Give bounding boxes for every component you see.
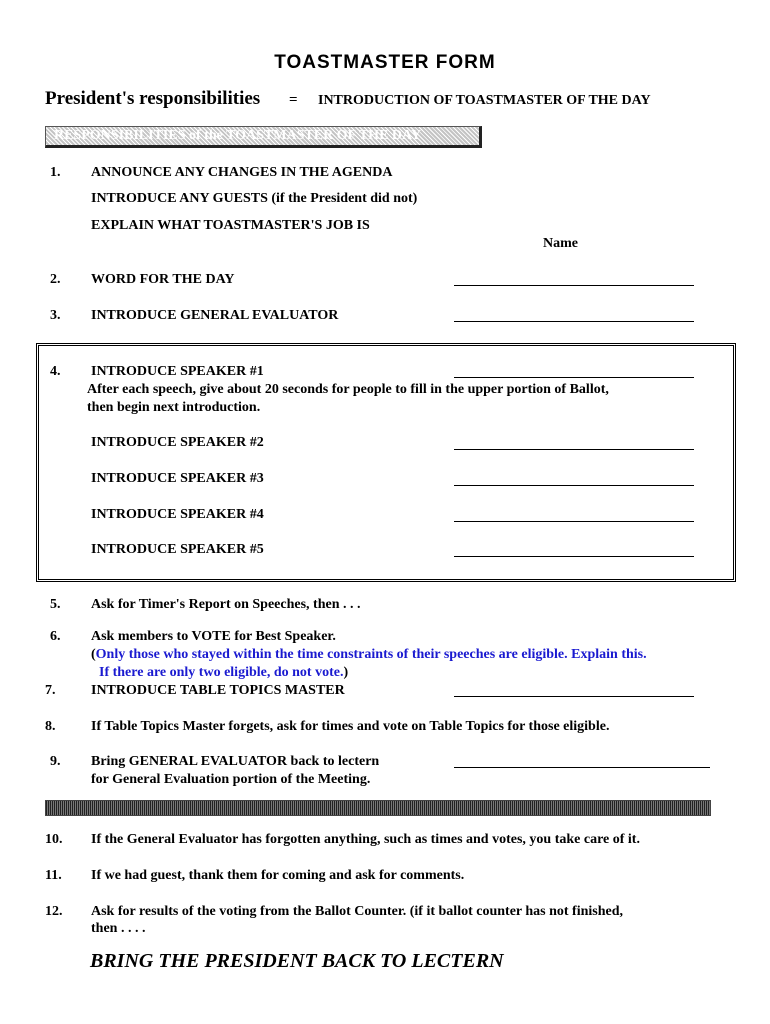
- speaker-note: then begin next introduction.: [87, 400, 261, 415]
- item-number: 4.: [50, 364, 61, 379]
- item-number: 12.: [45, 904, 63, 919]
- name-field-line[interactable]: [454, 767, 710, 768]
- name-field-line[interactable]: [454, 377, 694, 378]
- name-field-line[interactable]: [454, 285, 694, 286]
- item-text: Ask for results of the voting from the Ballot Counter. (if it ballot counter has not finished,: [91, 904, 624, 919]
- eligibility-note: [91, 647, 647, 663]
- item-text: Ask members to VOTE for Best Speaker.: [91, 629, 336, 644]
- item-text: INTRODUCE SPEAKER #3: [91, 471, 264, 486]
- eligibility-note-text: If there are only two eligible, do not vote.: [99, 665, 344, 680]
- name-column-header: Name: [543, 236, 578, 251]
- responsibilities-banner: RESPONSIBILITIES of the TOASTMASTER OF THE DAY: [45, 126, 482, 148]
- item-text: If we had guest, thank them for coming and ask for comments.: [91, 868, 465, 883]
- item-text: EXPLAIN WHAT TOASTMASTER'S JOB IS: [91, 218, 370, 233]
- name-field-line[interactable]: [454, 485, 694, 486]
- item-text: WORD FOR THE DAY: [91, 272, 235, 287]
- name-field-line[interactable]: [454, 449, 694, 450]
- item-text: Bring GENERAL EVALUATOR back to lectern: [91, 754, 380, 769]
- item-text: for General Evaluation portion of the Meeting.: [91, 772, 371, 787]
- item-number: 3.: [50, 308, 61, 323]
- paren-open: (: [91, 647, 96, 662]
- equals-sign: =: [289, 92, 298, 108]
- item-text: ANNOUNCE ANY CHANGES IN THE AGENDA: [91, 165, 393, 180]
- president-label: President's responsibilities: [45, 88, 261, 109]
- section-divider-bar: [45, 800, 711, 816]
- president-action: INTRODUCTION OF TOASTMASTER OF THE DAY: [318, 93, 651, 108]
- item-text: INTRODUCE GENERAL EVALUATOR: [91, 308, 339, 323]
- item-text: INTRODUCE SPEAKER #2: [91, 435, 264, 450]
- item-text: INTRODUCE SPEAKER #1: [91, 364, 264, 379]
- item-text: INTRODUCE ANY GUESTS (if the President did not): [91, 191, 418, 206]
- name-field-line[interactable]: [454, 521, 694, 522]
- item-number: 5.: [50, 597, 61, 612]
- item-text: If Table Topics Master forgets, ask for times and vote on Table Topics for those eligible.: [91, 719, 610, 734]
- item-text: INTRODUCE SPEAKER #4: [91, 507, 264, 522]
- paren-close: ): [343, 665, 349, 680]
- item-number: 11.: [45, 868, 62, 883]
- item-text: INTRODUCE SPEAKER #5: [91, 542, 264, 557]
- item-text: Ask for Timer's Report on Speeches, then . . .: [91, 597, 361, 612]
- name-field-line[interactable]: [454, 321, 694, 322]
- item-number: 2.: [50, 272, 61, 287]
- speaker-note: After each speech, give about 20 seconds for people to fill in the upper portion of Ballot,: [87, 382, 609, 397]
- name-field-line[interactable]: [454, 556, 694, 557]
- item-number: 9.: [50, 754, 61, 769]
- item-number: 8.: [45, 719, 56, 734]
- item-number: 1.: [50, 165, 61, 180]
- item-text: then . . . .: [91, 921, 146, 936]
- name-field-line[interactable]: [454, 696, 694, 697]
- closing-instruction: BRING THE PRESIDENT BACK TO LECTERN: [90, 950, 504, 972]
- item-text: INTRODUCE TABLE TOPICS MASTER: [91, 683, 345, 698]
- item-number: 7.: [45, 683, 56, 698]
- eligibility-note: [99, 665, 348, 681]
- item-number: 6.: [50, 629, 61, 644]
- form-title: TOASTMASTER FORM: [274, 52, 496, 73]
- eligibility-note-text: Only those who stayed within the time constraints of their speeches are eligible. Explain this.: [95, 647, 647, 662]
- item-text: If the General Evaluator has forgotten anything, such as times and votes, you take care of it.: [91, 832, 640, 847]
- item-number: 10.: [45, 832, 63, 847]
